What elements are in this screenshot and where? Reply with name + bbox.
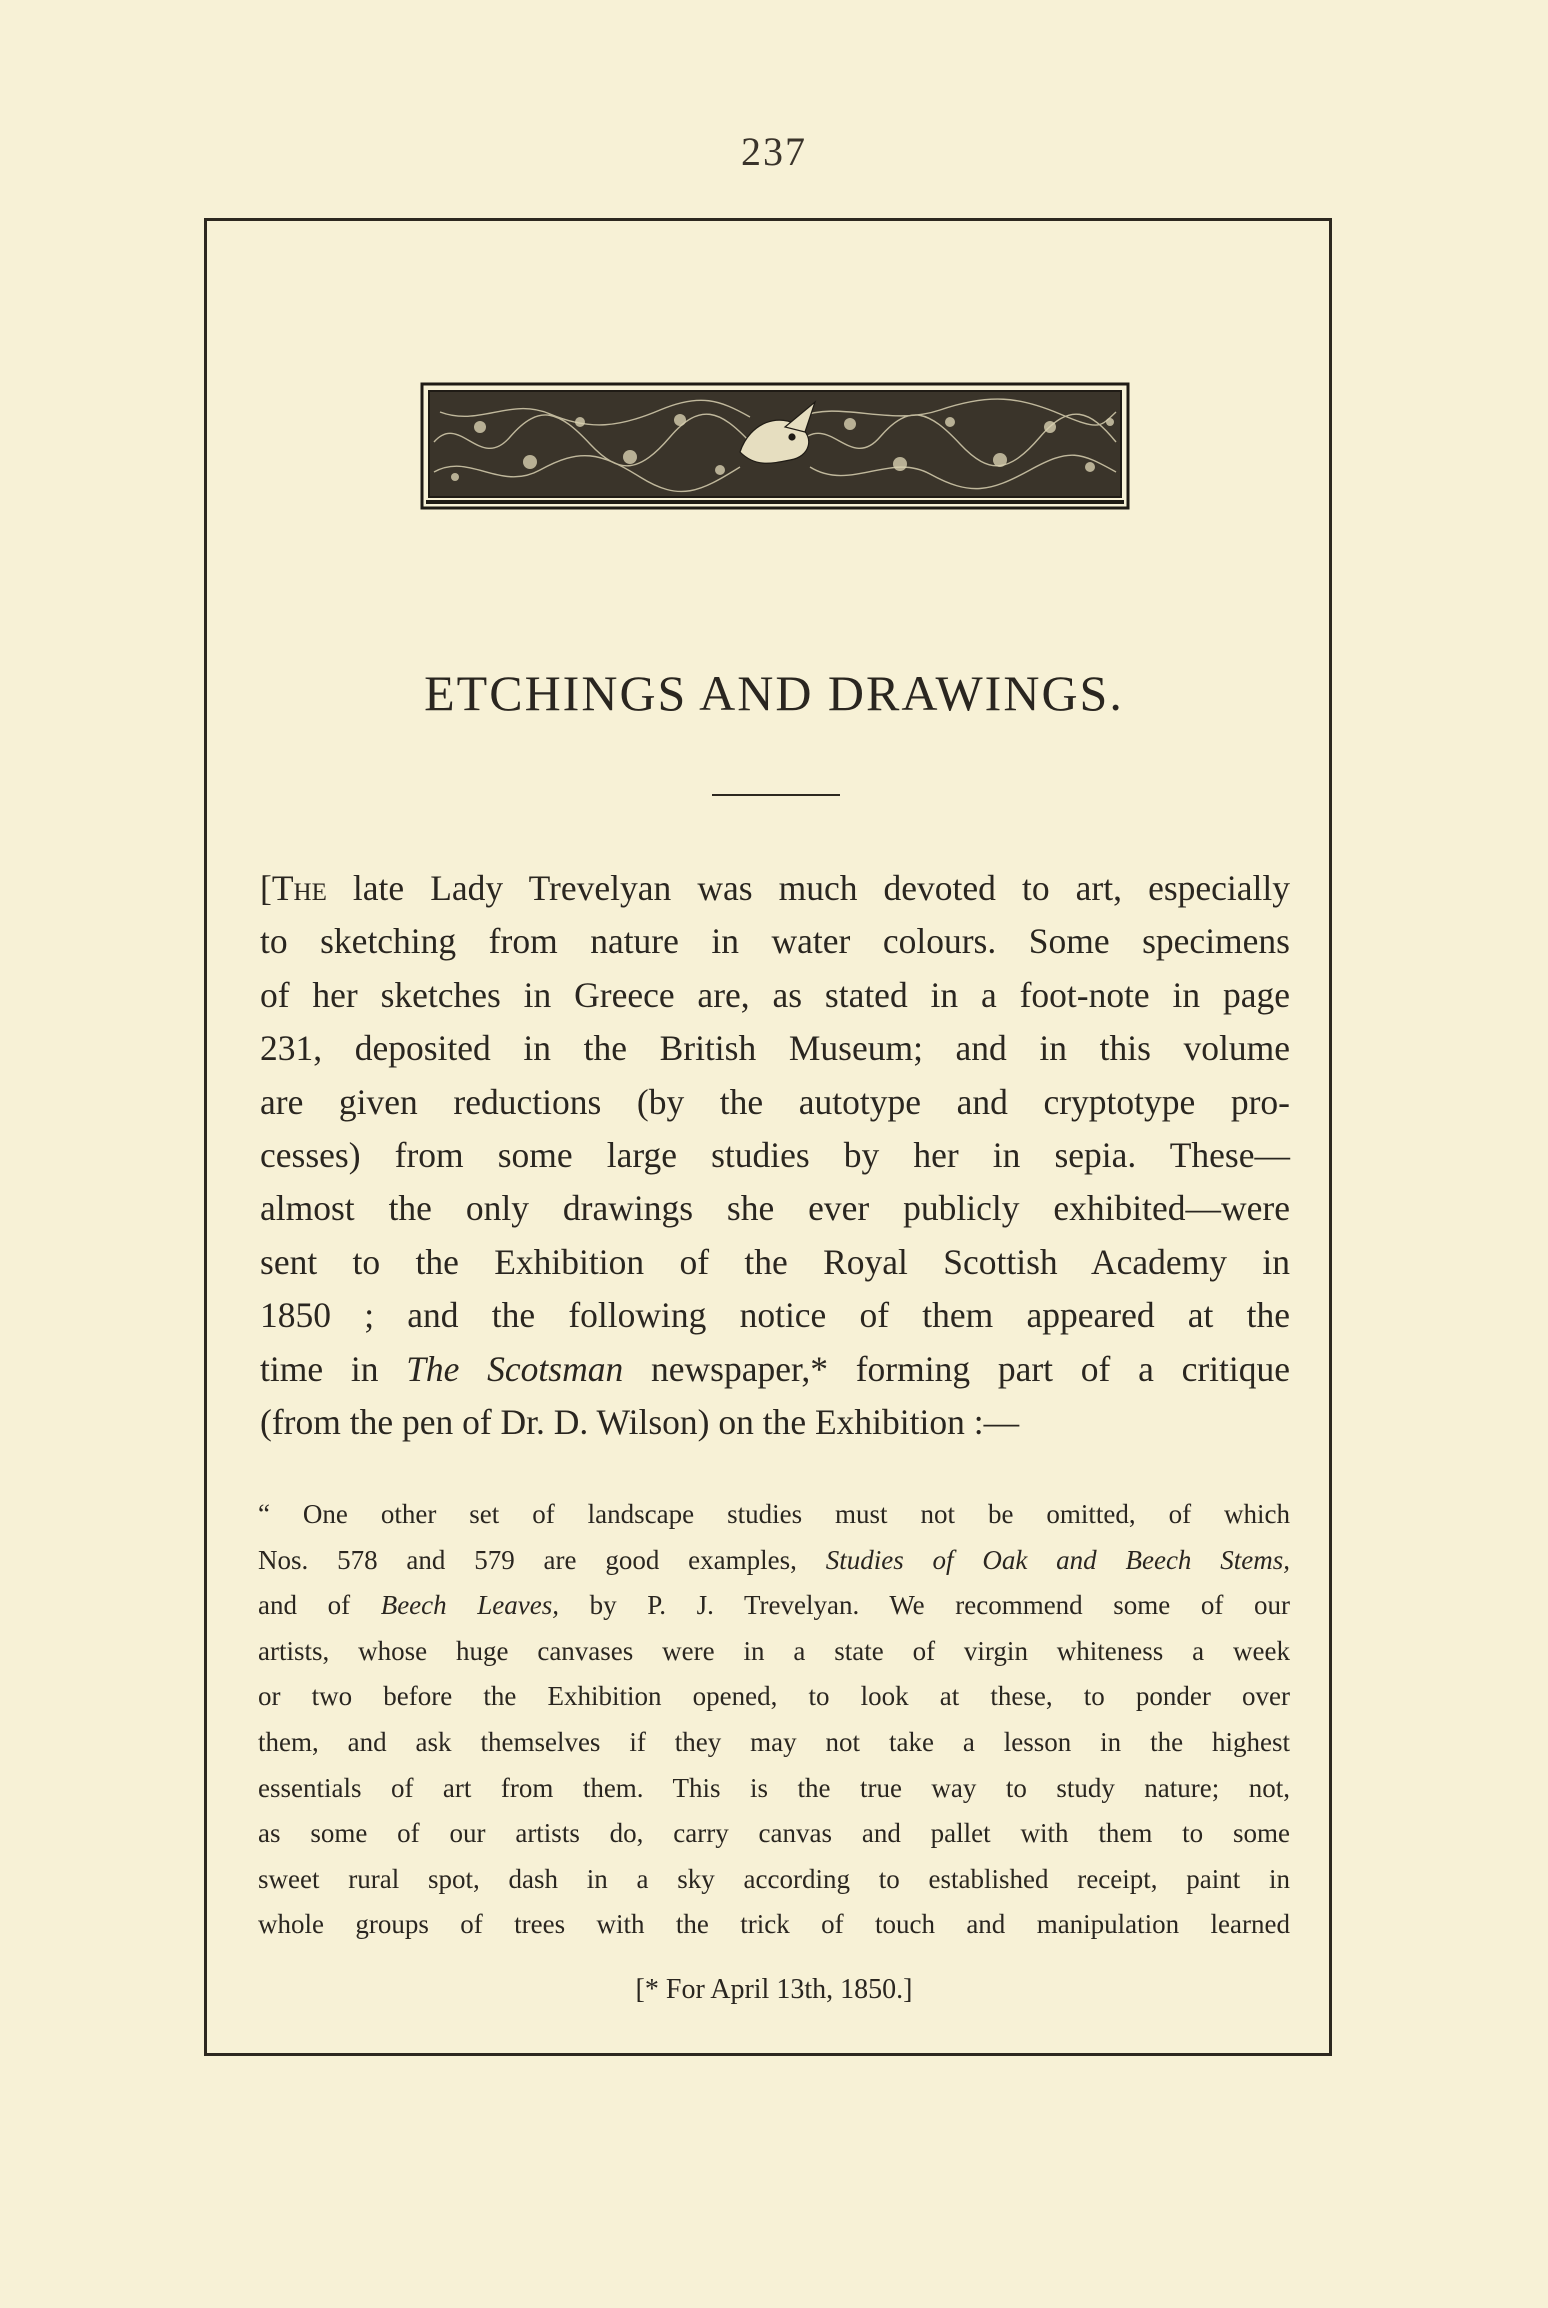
intro-line: 231, deposited in the British Museum; and in this volume [260,1028,1290,1069]
artwork-title: Beech Leaves, [380,1590,559,1621]
intro-line: time in The Scotsman newspaper,* forming part of a critique [260,1348,1290,1389]
intro-line: [The late Lady Trevelyan was much devoted to art, especially [260,868,1290,908]
intro-line: sent to the Exhibition of the Royal Scottish Academy in [260,1241,1290,1282]
quoted-critique [258,1492,1290,1948]
quote-line: them, and ask themselves if they may not take a lesson in the highest [258,1726,1290,1757]
intro-line: are given reductions (by the autotype and cryptotype pro- [260,1081,1290,1122]
intro-line: cesses) from some large studies by her in sepia. These— [260,1135,1290,1176]
intro-line: of her sketches in Greece are, as stated in a foot-note in page [260,974,1290,1015]
title-rule [712,794,840,796]
page-number: 237 [741,129,807,174]
intro-line: 1850 ; and the following notice of them appeared at the [260,1295,1290,1336]
quote-line: Nos. 578 and 579 are good examples, Studies of Oak and Beech Stems, [258,1544,1290,1575]
newspaper-title: The Scotsman [406,1348,624,1389]
intro-line: (from the pen of Dr. D. Wilson) on the Exhibition :— [260,1402,1020,1443]
quote-line: as some of our artists do, carry canvas and pallet with them to some [258,1818,1290,1849]
footnote: [* For April 13th, 1850.] [635,1974,913,2005]
quote-line: or two before the Exhibition opened, to look at these, to ponder over [258,1681,1290,1712]
intro-paragraph [260,862,1290,1449]
quote-line: essentials of art from them. This is the true way to study nature; not, [258,1772,1290,1803]
quote-line: sweet rural spot, dash in a sky according to established receipt, paint in [258,1863,1290,1894]
foliage-bird-ornament-icon [420,382,1130,510]
intro-line: almost the only drawings she ever publicly exhibited—were [260,1188,1290,1229]
quote-line: and of Beech Leaves, by P. J. Trevelyan. We recommend some of our [258,1590,1290,1621]
artwork-title: Studies of Oak and Beech Stems, [825,1544,1290,1575]
quote-line: whole groups of trees with the trick of touch and manipulation learned [258,1909,1290,1940]
intro-line: to sketching from nature in water colours. Some specimens [260,921,1290,962]
quote-line: “ One other set of landscape studies must not be omitted, of which [258,1499,1290,1529]
quote-line: artists, whose huge canvases were in a state of virgin whiteness a week [258,1635,1290,1666]
section-title: ETCHINGS AND DRAWINGS. [424,665,1124,721]
